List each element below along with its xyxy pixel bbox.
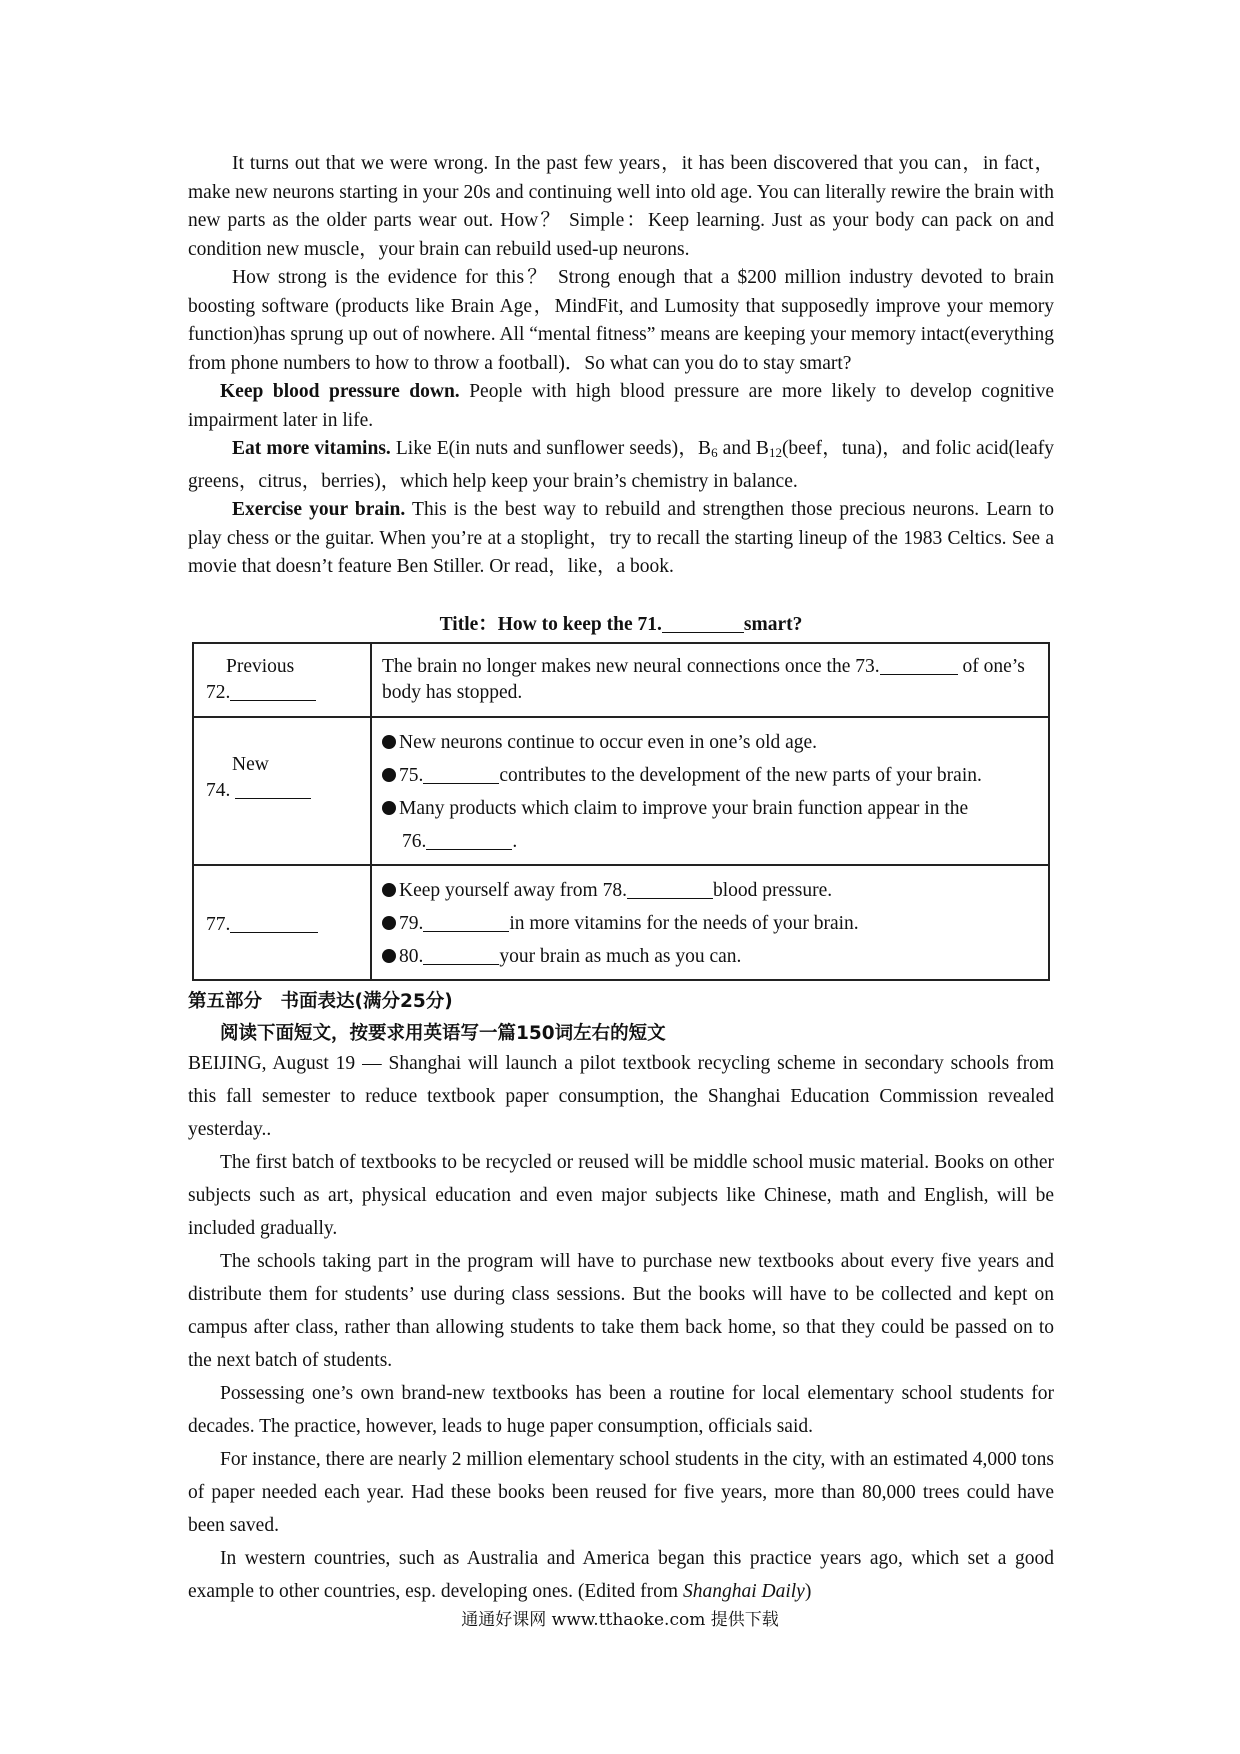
label-previous: Previous — [226, 655, 295, 677]
bullet-text: 80. — [399, 945, 424, 967]
tip-text-exercise: This is the best way to rebuild and strengthen those precious neurons. Learn to play chess or the guitar. When you’re at a stoplight，try to recall the starting lineup of the 1983 Celtics. See a movie that doesn’t feature Ben Stiller. Or read，like，a book. — [188, 499, 1054, 577]
reading-paragraph-4 — [188, 435, 1054, 496]
section-title: 第五部分 书面表达(满分25分) — [188, 990, 453, 1012]
label-74: 74. — [206, 779, 236, 801]
bullet-icon — [382, 949, 396, 963]
tip-text-vitamins-b: and B — [717, 438, 769, 459]
summary-title — [188, 608, 1054, 636]
list-item — [382, 792, 1036, 825]
blank-77[interactable] — [230, 912, 318, 933]
reading-paragraph-2: How strong is the evidence for this？ Strong enough that a $200 million industry devoted to brain boosting software (products like Brain Age，MindFit, and Lumosity that supposedly improve your memory function)has sprung up out of nowhere. All “mental fitness” means are keeping your memory intact(everything from phone numbers to how to throw a football)．So what can you do to stay smart? — [188, 267, 1054, 374]
bullet-icon — [382, 768, 396, 782]
list-item — [382, 907, 1036, 940]
blank-72[interactable] — [230, 680, 316, 701]
blank-80[interactable] — [423, 944, 499, 965]
bullet-text: in more vitamins for the needs of your brain. — [509, 912, 859, 934]
page-footer: 通通好课网 www.tthaoke.com 提供下载 — [461, 1610, 779, 1630]
writing-paragraph-1: BEIJING, August 19 — Shanghai will launch a pilot textbook recycling scheme in secondary schools from this fall semester to reduce textbook paper consumption, the Shanghai Education Commission revealed yesterday.. — [188, 1052, 1054, 1140]
label-72: 72. — [206, 681, 231, 703]
row-content-previous — [371, 643, 1049, 717]
row-content-new — [371, 717, 1049, 865]
list-item — [382, 759, 1036, 792]
blank-74[interactable] — [235, 778, 311, 799]
bullet-text: Keep yourself away from 78. — [399, 879, 627, 901]
source-close: ) — [804, 1580, 812, 1602]
table-row — [193, 717, 1049, 865]
bullet-icon — [382, 883, 396, 897]
list-item-continuation — [382, 825, 1036, 858]
document-page — [188, 150, 1054, 1608]
bullet-icon — [382, 801, 396, 815]
tip-text-vitamins-c: (beef，tuna)，and folic acid(leafy greens，citrus，berries)，which help keep your brain’s chemistry in balance. — [188, 438, 1054, 492]
writing-paragraph-4: Possessing one’s own brand-new textbooks has been a routine for local elementary school students for decades. The practice, however, leads to huge paper consumption, officials said. — [188, 1382, 1054, 1437]
writing-paragraph-3: The schools taking part in the program will have to purchase new textbooks about every five years and distribute them for students’ use during class sessions. But the books will have to be collected and kept on campus after class, rather than allowing students to take them back home, so that they could be passed on to the next batch of students. — [188, 1250, 1054, 1371]
subscript-6: 6 — [711, 445, 718, 460]
blank-79[interactable] — [423, 911, 509, 932]
row-label-77 — [193, 865, 371, 980]
blank-71[interactable] — [662, 612, 744, 633]
writing-paragraph-6-text: In western countries, such as Australia and America began this practice years ago, which set a good example to other countries, esp. developing ones. (Edited from — [188, 1547, 1054, 1602]
writing-instruction: 阅读下面短文，按要求用英语写一篇150词左右的短文 — [220, 1022, 666, 1044]
blank-78[interactable] — [627, 878, 713, 899]
subscript-12: 12 — [768, 445, 782, 460]
bullet-icon — [382, 735, 396, 749]
bullet-text: 79. — [399, 912, 424, 934]
list-item — [382, 940, 1036, 973]
table-row — [193, 643, 1049, 717]
table-row — [193, 865, 1049, 980]
bullet-text: . — [512, 830, 518, 852]
tip-text-blood-pressure: People with high blood pressure are more likely to develop cognitive impairment later in life. — [188, 381, 1054, 431]
bullet-text: blood pressure. — [712, 879, 833, 901]
tip-heading-vitamins: Eat more vitamins. — [232, 438, 391, 459]
bullet-icon — [382, 916, 396, 930]
previous-text-b: of one’s body has stopped. — [382, 655, 1025, 703]
reading-paragraph-3 — [188, 378, 1054, 435]
summary-table — [192, 642, 1050, 981]
tip-text-vitamins-a: Like E(in nuts and sunflower seeds)，B — [390, 438, 712, 459]
tip-heading-blood-pressure: Keep blood pressure down. — [220, 381, 460, 402]
label-new: New — [232, 753, 269, 775]
bullet-text: 75. — [399, 764, 424, 786]
bullet-text: your brain as much as you can. — [499, 945, 742, 967]
source-name: Shanghai Daily — [682, 1580, 805, 1602]
blank-76[interactable] — [426, 829, 512, 850]
bullet-text: contributes to the development of the new parts of your brain. — [499, 764, 982, 786]
writing-paragraph-5: For instance, there are nearly 2 million elementary school students in the city, with an estimated 4,000 tons of paper needed each year. Had these books been reused for five years, more than 80,000 trees could have been saved. — [188, 1448, 1054, 1536]
writing-paragraph-6 — [188, 1542, 1054, 1608]
summary-title-prefix: Title：How to keep the 71. — [439, 613, 662, 635]
bullet-text: New neurons continue to occur even in one’s old age. — [399, 731, 818, 753]
row-label-new — [193, 717, 371, 865]
tip-heading-exercise: Exercise your brain. — [232, 499, 406, 520]
list-item — [382, 874, 1036, 907]
list-item — [382, 726, 1036, 759]
blank-73[interactable] — [880, 654, 958, 675]
row-content-77 — [371, 865, 1049, 980]
writing-paragraph-2: The first batch of textbooks to be recycled or reused will be middle school music material. Books on other subjects such as art, physical education and even major subjects like Chinese, math and English, will be included gradually. — [188, 1151, 1054, 1239]
bullet-text: Many products which claim to improve your brain function appear in the — [399, 797, 969, 819]
label-77: 77. — [206, 913, 231, 935]
reading-paragraph-1: It turns out that we were wrong. In the past few years，it has been discovered that you can，in fact，make new neurons starting in your 20s and continuing well into old age. You can literally rewire the brain with new parts as the older parts wear out. How？ Simple：Keep learning. Just as your body can pack on and condition new muscle，your brain can rebuild used-up neurons. — [188, 153, 1054, 260]
row-label-previous — [193, 643, 371, 717]
reading-paragraph-5 — [188, 496, 1054, 582]
bullet-text: 76. — [402, 830, 427, 852]
summary-title-suffix: smart? — [743, 613, 803, 635]
blank-75[interactable] — [423, 763, 499, 784]
previous-text-a: The brain no longer makes new neural connections once the 73. — [382, 655, 880, 677]
